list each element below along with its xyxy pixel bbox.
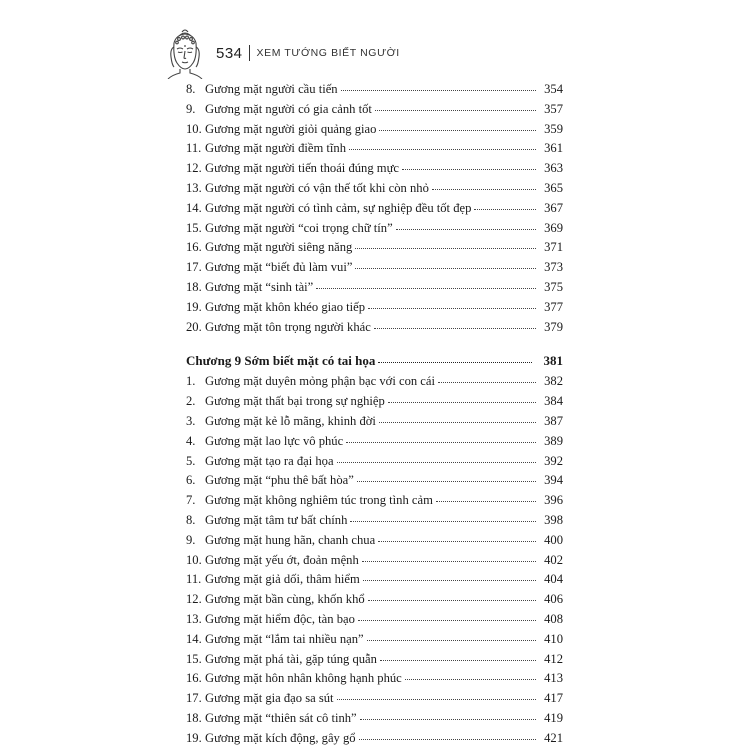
toc-entry-title: Gương mặt người siêng năng	[205, 240, 353, 255]
dot-leader	[436, 501, 536, 502]
toc-entry-number: 13.	[186, 611, 202, 626]
dot-leader	[432, 189, 536, 190]
dot-leader	[349, 149, 536, 150]
toc-entry-title: Gương mặt hôn nhân không hạnh phúc	[205, 671, 402, 686]
toc-entry-page: 417	[544, 691, 563, 706]
toc-entry-title: Gương mặt hiểm độc, tàn bạo	[205, 611, 355, 626]
toc-entry-title: Gương mặt người giỏi quảng giao	[205, 121, 377, 136]
toc-entry	[186, 454, 563, 474]
toc-entry-title: Gương mặt phá tài, gặp túng quẫn	[205, 651, 377, 666]
toc-entry-page: 394	[544, 473, 563, 488]
toc-section-previous-chapter	[186, 82, 563, 339]
toc-entry-title: Gương mặt kích động, gây gổ	[205, 730, 356, 745]
toc-entry	[186, 731, 563, 750]
toc-entry-title: Gương mặt tạo ra đại họa	[205, 453, 334, 468]
toc-entry-number: 20.	[186, 319, 202, 334]
toc-section-chapter-9	[186, 374, 563, 750]
toc-entry-page: 361	[544, 141, 563, 156]
toc-entry-number: 16.	[186, 240, 202, 255]
toc-entry-page: 392	[544, 453, 563, 468]
toc-entry	[186, 394, 563, 414]
toc-entry-number: 16.	[186, 671, 202, 686]
dot-leader	[380, 660, 536, 661]
toc-entry-page: 406	[544, 592, 563, 607]
toc-entry-page: 404	[544, 572, 563, 587]
toc-entry	[186, 260, 563, 280]
toc-entry-page: 408	[544, 611, 563, 626]
dot-leader	[378, 362, 532, 363]
toc-entry-page: 398	[544, 512, 563, 527]
toc-entry	[186, 181, 563, 201]
dot-leader	[405, 679, 536, 680]
toc-entry-page: 359	[544, 121, 563, 136]
toc-entry	[186, 280, 563, 300]
dot-leader	[402, 169, 536, 170]
toc-entry	[186, 632, 563, 652]
dot-leader	[368, 600, 536, 601]
toc-entry-title: Gương mặt “phu thê bất hòa”	[205, 473, 354, 488]
dot-leader	[337, 462, 536, 463]
dot-leader	[358, 620, 536, 621]
toc-entry-page: 400	[544, 532, 563, 547]
toc-entry-page: 419	[544, 710, 563, 725]
toc-entry-number: 15.	[186, 220, 202, 235]
dot-leader	[360, 719, 536, 720]
toc-entry-number: 10.	[186, 552, 202, 567]
toc-entry-number: 2.	[186, 394, 196, 409]
toc-entry-number: 7.	[186, 493, 196, 508]
dot-leader	[375, 110, 536, 111]
toc-entry-title: Gương mặt người “coi trọng chữ tín”	[205, 220, 393, 235]
toc-entry-title: Gương mặt kẻ lỗ mãng, khinh đời	[205, 413, 376, 428]
dot-leader	[355, 268, 536, 269]
toc-entry-title: Gương mặt người có vận thế tốt khi còn nhỏ	[205, 180, 429, 195]
toc-entry-number: 12.	[186, 592, 202, 607]
toc-entry-number: 14.	[186, 631, 202, 646]
dot-leader	[357, 481, 536, 482]
toc-entry-number: 1.	[186, 374, 196, 389]
toc-entry-page: 373	[544, 260, 563, 275]
buddha-head-icon	[162, 27, 208, 79]
toc-entry	[186, 82, 563, 102]
toc-entry	[186, 102, 563, 122]
dot-leader	[359, 739, 536, 740]
toc-entry	[186, 414, 563, 434]
toc-entry-page: 412	[544, 651, 563, 666]
toc-entry-number: 9.	[186, 101, 196, 116]
toc-entry-page: 402	[544, 552, 563, 567]
toc-entry-title: Gương mặt người tiến thoái đúng mực	[205, 161, 399, 176]
toc-entry-page: 363	[544, 161, 563, 176]
toc-entry-number: 11.	[186, 141, 202, 156]
toc-entry-number: 19.	[186, 730, 202, 745]
toc-entry-number: 18.	[186, 710, 202, 725]
toc-entry	[186, 320, 563, 340]
table-of-contents	[186, 82, 563, 750]
toc-entry	[186, 612, 563, 632]
toc-entry-title: Gương mặt “lắm tai nhiều nạn”	[205, 631, 364, 646]
toc-entry-page: 421	[544, 730, 563, 745]
toc-entry-number: 8.	[186, 82, 196, 96]
toc-entry-number: 6.	[186, 473, 196, 488]
toc-entry-number: 18.	[186, 279, 202, 294]
chapter-page-number: 381	[543, 353, 563, 369]
toc-entry	[186, 572, 563, 592]
toc-entry-number: 5.	[186, 453, 196, 468]
toc-entry-title: Gương mặt người có gia cảnh tốt	[205, 101, 372, 116]
book-title: XEM TƯỚNG BIẾT NGƯỜI	[256, 47, 400, 59]
dot-leader	[367, 640, 536, 641]
toc-entry	[186, 493, 563, 513]
toc-entry-title: Gương mặt bần cùng, khốn khổ	[205, 592, 365, 607]
toc-entry-page: 377	[544, 299, 563, 314]
toc-entry-title: Gương mặt giả dối, thâm hiểm	[205, 572, 360, 587]
toc-entry-page: 382	[544, 374, 563, 389]
toc-entry-title: Gương mặt hung hãn, chanh chua	[205, 532, 376, 547]
toc-entry	[186, 533, 563, 553]
toc-entry-title: Gương mặt tôn trọng người khác	[205, 319, 371, 334]
dot-leader	[341, 90, 536, 91]
dot-leader	[363, 580, 536, 581]
toc-entry-title: Gương mặt duyên mỏng phận bạc với con cái	[205, 374, 435, 389]
chapter-title: Chương 9 Sớm biết mặt có tai họa	[186, 353, 376, 369]
toc-entry	[186, 473, 563, 493]
dot-leader	[379, 130, 536, 131]
dot-leader	[378, 541, 536, 542]
toc-entry-title: Gương mặt tâm tư bất chính	[205, 512, 348, 527]
page-number: 534	[216, 44, 243, 62]
toc-entry-page: 354	[544, 82, 563, 96]
dot-leader	[396, 229, 536, 230]
toc-entry	[186, 652, 563, 672]
toc-entry	[186, 141, 563, 161]
toc-entry-number: 4.	[186, 433, 196, 448]
toc-entry-title: Gương mặt yếu ớt, đoản mệnh	[205, 552, 359, 567]
toc-entry-page: 371	[544, 240, 563, 255]
toc-entry	[186, 374, 563, 394]
dot-leader	[362, 561, 536, 562]
toc-entry-number: 13.	[186, 180, 202, 195]
toc-entry	[186, 161, 563, 181]
dot-leader	[438, 382, 536, 383]
toc-entry-page: 396	[544, 493, 563, 508]
toc-entry-page: 387	[544, 413, 563, 428]
toc-entry-title: Gương mặt lao lực vô phúc	[205, 433, 344, 448]
toc-entry	[186, 122, 563, 142]
toc-entry	[186, 553, 563, 573]
toc-entry-number: 3.	[186, 413, 196, 428]
toc-entry	[186, 513, 563, 533]
header-divider	[249, 45, 250, 61]
toc-entry-title: Gương mặt người điềm tĩnh	[205, 141, 347, 156]
dot-leader	[374, 328, 536, 329]
toc-entry-title: Gương mặt “sinh tài”	[205, 279, 314, 294]
toc-entry-number: 17.	[186, 260, 202, 275]
dot-leader	[474, 209, 536, 210]
dot-leader	[368, 308, 536, 309]
toc-entry-page: 375	[544, 279, 563, 294]
toc-entry	[186, 691, 563, 711]
toc-entry-page: 369	[544, 220, 563, 235]
toc-entry-number: 15.	[186, 651, 202, 666]
toc-entry-title: Gương mặt thất bại trong sự nghiệp	[205, 394, 385, 409]
toc-entry	[186, 671, 563, 691]
dot-leader	[379, 422, 536, 423]
toc-entry-title: Gương mặt không nghiêm túc trong tình cảm	[205, 493, 433, 508]
toc-entry-page: 367	[544, 200, 563, 215]
dot-leader	[346, 442, 536, 443]
dot-leader	[337, 699, 536, 700]
toc-entry-number: 9.	[186, 532, 196, 547]
toc-entry-number: 14.	[186, 200, 202, 215]
dot-leader	[316, 288, 536, 289]
toc-entry-title: Gương mặt “biết đủ làm vui”	[205, 260, 353, 275]
dot-leader	[355, 248, 536, 249]
toc-entry	[186, 300, 563, 320]
toc-entry	[186, 201, 563, 221]
toc-entry	[186, 221, 563, 241]
toc-entry	[186, 711, 563, 731]
dot-leader	[350, 521, 536, 522]
toc-entry	[186, 434, 563, 454]
toc-entry-title: Gương mặt “thiên sát cô tinh”	[205, 710, 357, 725]
toc-entry-title: Gương mặt gia đạo sa sút	[205, 691, 334, 706]
toc-entry	[186, 240, 563, 260]
toc-entry-page: 365	[544, 180, 563, 195]
toc-entry-page: 379	[544, 319, 563, 334]
toc-entry-title: Gương mặt người cầu tiến	[205, 82, 338, 96]
toc-entry-page: 389	[544, 433, 563, 448]
toc-entry-title: Gương mặt khôn khéo giao tiếp	[205, 299, 366, 314]
chapter-heading	[186, 353, 563, 374]
toc-entry-page: 413	[544, 671, 563, 686]
toc-entry-number: 19.	[186, 299, 202, 314]
toc-entry-number: 10.	[186, 121, 202, 136]
toc-entry-title: Gương mặt người có tình cảm, sự nghiệp đều tốt đẹp	[205, 200, 472, 215]
toc-entry-page: 357	[544, 101, 563, 116]
dot-leader	[388, 402, 536, 403]
toc-entry-number: 12.	[186, 161, 202, 176]
toc-entry	[186, 592, 563, 612]
toc-entry-number: 11.	[186, 572, 202, 587]
toc-entry-number: 8.	[186, 512, 196, 527]
toc-entry-number: 17.	[186, 691, 202, 706]
page-header	[162, 28, 582, 78]
toc-entry-page: 410	[544, 631, 563, 646]
toc-entry-page: 384	[544, 394, 563, 409]
